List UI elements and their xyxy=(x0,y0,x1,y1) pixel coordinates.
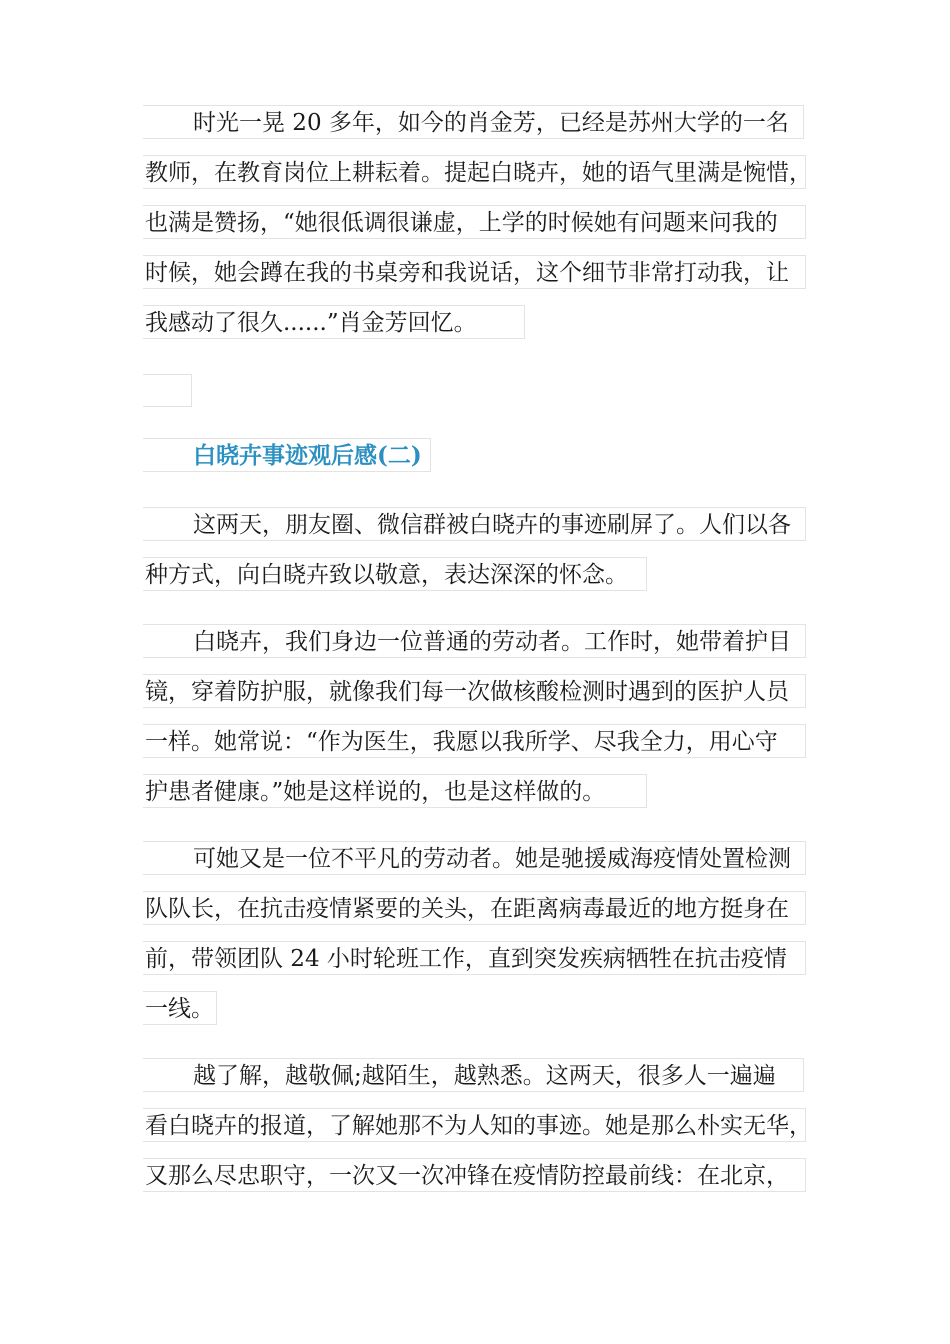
text-line: 看白晓卉的报道，了解她那不为人知的事迹。她是那么朴实无华， xyxy=(143,1108,806,1142)
text-line: 又那么尽忠职守，一次又一次冲锋在疫情防控最前线：在北京， xyxy=(143,1158,806,1192)
text-line: 一线。 xyxy=(143,991,217,1025)
empty-paragraph xyxy=(143,374,192,407)
text-line: 镜，穿着防护服，就像我们每一次做核酸检测时遇到的医护人员 xyxy=(143,674,806,708)
text-line: 可她又是一位不平凡的劳动者。她是驰援威海疫情处置检测 xyxy=(143,841,806,875)
text-line: 前，带领团队 24 小时轮班工作，直到突发疾病牺牲在抗击疫情 xyxy=(143,941,806,975)
text-line: 教师，在教育岗位上耕耘着。提起白晓卉，她的语气里满是惋惜， xyxy=(143,155,806,189)
text-line: 时候，她会蹲在我的书桌旁和我说话，这个细节非常打动我，让 xyxy=(143,255,806,289)
text-line: 时光一晃 20 多年，如今的肖金芳，已经是苏州大学的一名 xyxy=(143,105,804,139)
text-line: 越了解，越敬佩;越陌生，越熟悉。这两天，很多人一遍遍 xyxy=(143,1058,804,1092)
text-line: 护患者健康。”她是这样说的，也是这样做的。 xyxy=(143,774,647,808)
text-line: 种方式，向白晓卉致以敬意，表达深深的怀念。 xyxy=(143,557,647,591)
text-line: 这两天，朋友圈、微信群被白晓卉的事迹刷屏了。人们以各 xyxy=(143,507,806,541)
text-line: 白晓卉，我们身边一位普通的劳动者。工作时，她带着护目 xyxy=(143,624,806,658)
section-heading: 白晓卉事迹观后感(二) xyxy=(143,438,431,472)
text-line: 一样。她常说：“作为医生，我愿以我所学、尽我全力，用心守 xyxy=(143,724,806,758)
text-line: 队队长，在抗击疫情紧要的关头，在距离病毒最近的地方挺身在 xyxy=(143,891,806,925)
text-line: 也满是赞扬，“她很低调很谦虚，上学的时候她有问题来问我的 xyxy=(143,205,806,239)
text-line: 我感动了很久......”肖金芳回忆。 xyxy=(143,305,525,339)
